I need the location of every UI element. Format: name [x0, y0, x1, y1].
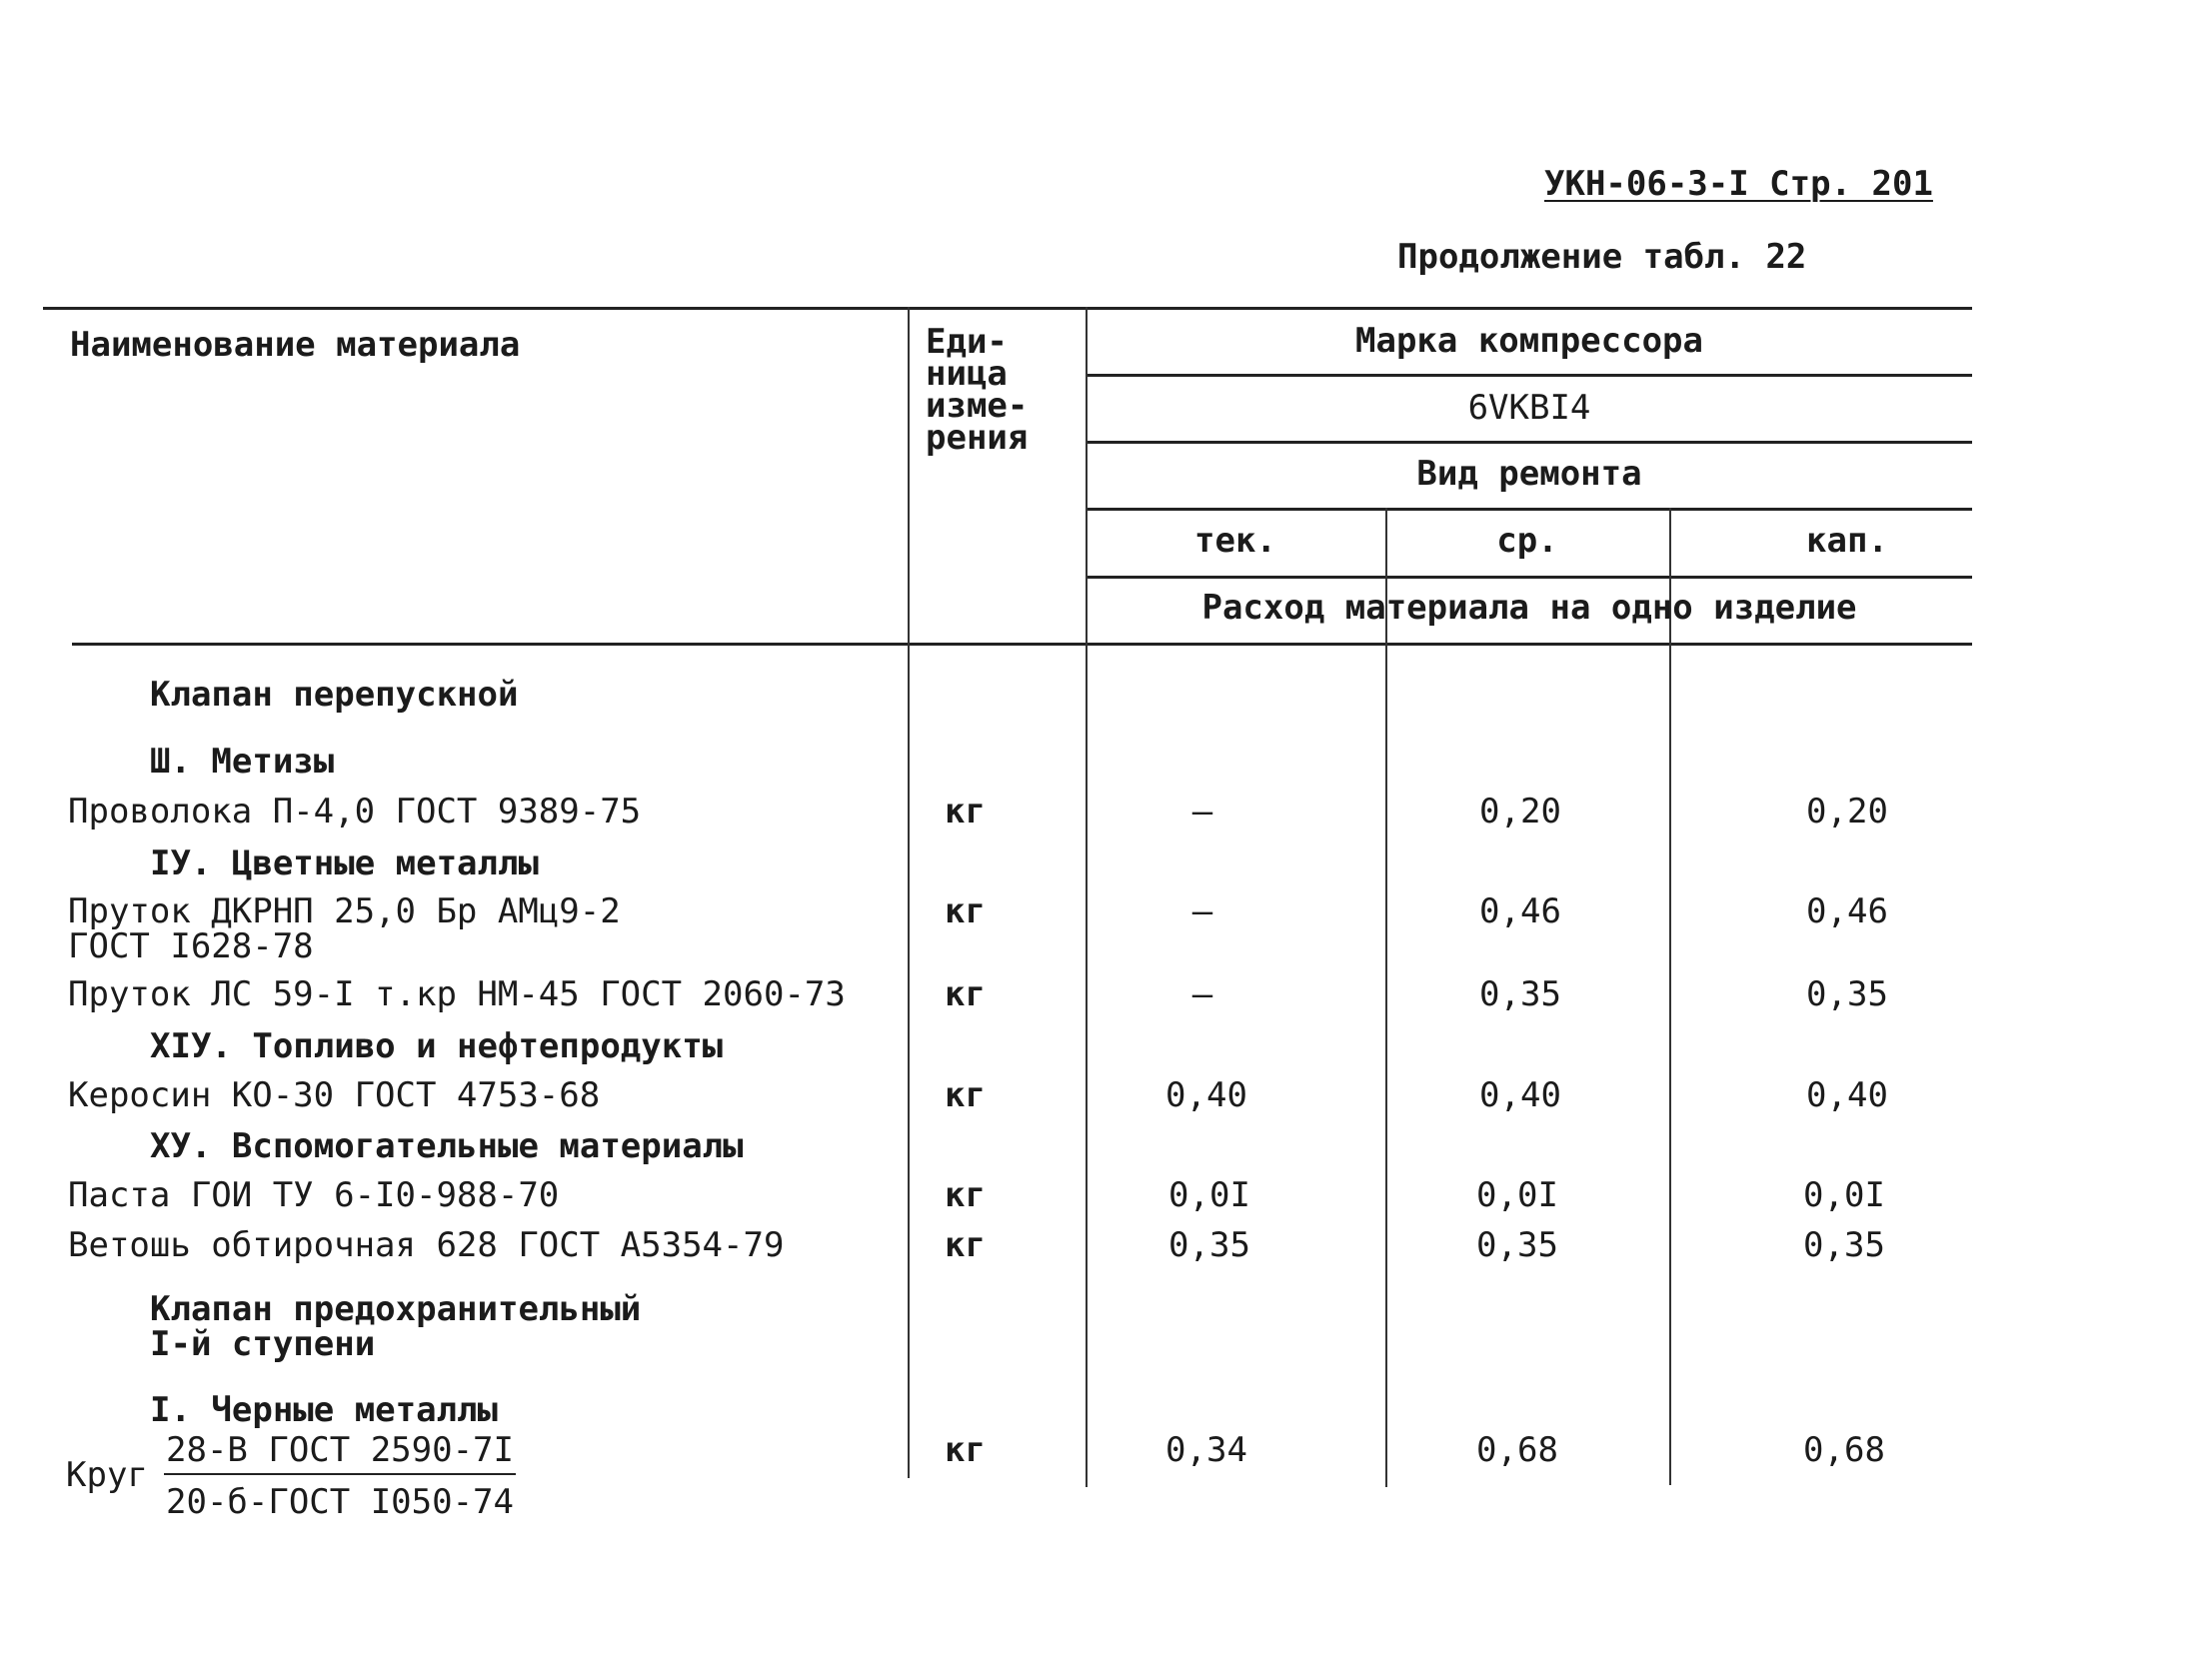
section-title-cont: I-й ступени — [150, 1324, 376, 1364]
value-kap: 0,20 — [1806, 792, 1888, 832]
table-top-rule — [43, 307, 1972, 310]
value-kap: 0,0I — [1803, 1175, 1885, 1215]
value-sr: 0,40 — [1479, 1075, 1561, 1115]
divider-sr-kap — [1669, 508, 1671, 1485]
header-consumption: Расход материала на одно изделие — [1201, 588, 1857, 628]
header-unit — [926, 322, 1029, 458]
material-name: Пруток ЛС 59-I т.кр НМ-45 ГОСТ 2060-73 — [68, 974, 846, 1014]
group-title: IУ. Цветные металлы — [150, 843, 539, 883]
value-kap: 0,46 — [1806, 891, 1888, 931]
value-sr: 0,35 — [1476, 1225, 1558, 1265]
header-col-tek: тек. — [1194, 521, 1276, 561]
value-sr: 0,68 — [1476, 1430, 1558, 1470]
value-tek: – — [1191, 891, 1213, 931]
header-rule-3 — [1086, 508, 1972, 511]
value-tek: 0,35 — [1168, 1225, 1250, 1265]
header-unit-line: рения — [926, 418, 1029, 458]
material-name: Паста ГОИ ТУ 6-I0-988-70 — [68, 1175, 560, 1215]
group-title: XIУ. Топливо и нефтепродукты — [150, 1026, 724, 1066]
material-name: Пруток ДКРНП 25,0 Бр АМц9-2 — [68, 891, 621, 931]
header-col-kap: кап. — [1806, 521, 1888, 561]
material-name: Керосин КО-30 ГОСТ 4753-68 — [68, 1075, 601, 1115]
group-title: I. Черные металлы — [150, 1390, 498, 1430]
divider-name-unit — [908, 307, 910, 1478]
unit-cell: кг — [945, 974, 986, 1014]
value-kap: 0,35 — [1806, 974, 1888, 1014]
header-compressor-brand: Марка компрессора — [1355, 321, 1703, 361]
value-sr: 0,46 — [1479, 891, 1561, 931]
value-kap: 0,40 — [1806, 1075, 1888, 1115]
value-tek: 0,34 — [1165, 1430, 1247, 1470]
header-compressor-model: 6VKBI4 — [1467, 388, 1591, 428]
value-sr: 0,35 — [1479, 974, 1561, 1014]
unit-cell: кг — [945, 1175, 986, 1215]
header-rule-1 — [1086, 374, 1972, 377]
material-name: Проволока П-4,0 ГОСТ 9389-75 — [68, 792, 642, 832]
header-repair-type: Вид ремонта — [1416, 454, 1642, 494]
material-name: Ветошь обтирочная 628 ГОСТ А5354-79 — [68, 1225, 785, 1265]
value-sr: 0,0I — [1476, 1175, 1558, 1215]
header-col-sr: ср. — [1496, 521, 1558, 561]
table-continuation: Продолжение табл. 22 — [1397, 237, 1807, 277]
section-title: Клапан предохранительный — [150, 1289, 642, 1329]
section-title: Клапан перепускной — [150, 675, 519, 715]
value-tek: 0,0I — [1168, 1175, 1250, 1215]
fraction-numerator: 28-В ГОСТ 2590-7I — [166, 1430, 514, 1470]
value-sr: 0,20 — [1479, 792, 1561, 832]
value-tek: 0,40 — [1165, 1075, 1247, 1115]
header-unit-line: Еди- — [926, 322, 1008, 362]
fraction-bar — [164, 1473, 516, 1475]
value-kap: 0,68 — [1803, 1430, 1885, 1470]
header-unit-line: изме- — [926, 386, 1029, 426]
document-code: УКН-06-3-I Стр. 201 — [1544, 164, 1933, 204]
material-name-cont: ГОСТ I628-78 — [68, 926, 314, 966]
unit-cell: кг — [945, 1430, 986, 1470]
group-title: Ш. Метизы — [150, 742, 335, 782]
material-name: Круг — [66, 1455, 148, 1495]
fraction-denominator: 20-б-ГОСТ I050-74 — [166, 1482, 514, 1522]
header-bottom-rule — [72, 643, 1972, 646]
group-title: XУ. Вспомогательные материалы — [150, 1126, 744, 1166]
unit-cell: кг — [945, 891, 986, 931]
unit-cell: кг — [945, 1075, 986, 1115]
divider-unit-values — [1086, 307, 1088, 1487]
divider-tek-sr — [1385, 508, 1387, 1487]
header-rule-2 — [1086, 441, 1972, 444]
header-rule-4 — [1086, 576, 1972, 579]
unit-cell: кг — [945, 792, 986, 832]
header-material-name: Наименование материала — [70, 325, 521, 365]
header-unit-line: ница — [926, 354, 1008, 394]
unit-cell: кг — [945, 1225, 986, 1265]
value-kap: 0,35 — [1803, 1225, 1885, 1265]
value-tek: – — [1191, 974, 1213, 1014]
value-tek: – — [1191, 792, 1213, 832]
